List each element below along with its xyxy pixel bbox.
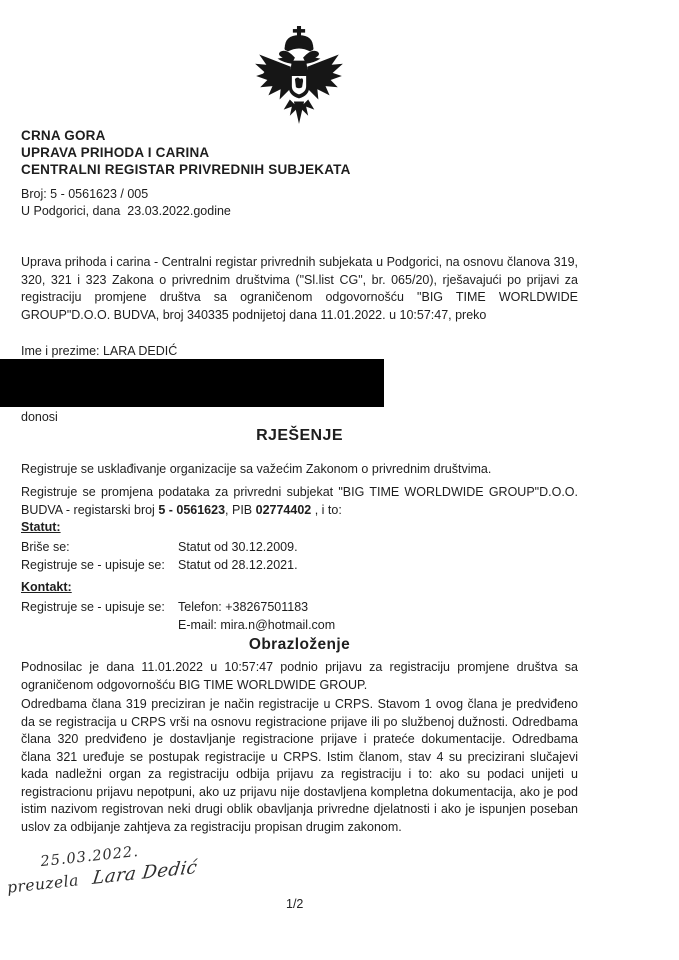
obrazlozenje-paragraph-2: Odredbama člana 319 preciziran je način registracije u CRPS. Stavom 1 ovog člana je predviđeno da se registracija u CRPS vrši na osnovu registracione prijave ili po službenoj dužnosti. Odredbama člana 320 predviđeno je dostavljanje registracione prijave i prateće dokumentacije. Odredbama člana 321 uređuje se postupak registracije u CRPS. Istim članom, stav 4 su precizirani slučajevi kada nadležni organ za registraciju odbija prijavu za registraciju i to: ako su podaci unijeti u registracionu prijavu nepotpuni, ako uz prijavu nije dostavljena kompletna dokumentacija, ako je pod istim nazivom registrovan neki drugi oblik obavljanja privredne djelatnosti i ako je ispunjen poseban uslov za odbijanje zahtjeva za registraciju propisan drugim zakonom.: [21, 697, 578, 834]
kontakt-phone: Telefon: +38267501183: [178, 600, 309, 614]
handwritten-signature: Lara Dedić: [91, 856, 199, 890]
handwritten-note: [4, 838, 198, 898]
kontakt-email: E-mail: mira.n@hotmail.com: [178, 617, 336, 632]
intro-paragraph: Uprava prihoda i carina - Centralni registar privrednih subjekata u Podgorici, na osnovu članova 319, 320, 321 i 323 Zakona o privrednim društvima ("Sl.list CG", br. 065/20), rješavajući po prijavi za registraciju promjene društva sa ograničenom odgovornošću "BIG TIME WORLDWIDE GROUP"D.O.O. BUDVA, broj 340335 podnijetoj dana 11.01.2022. u 10:57:47, preko: [21, 255, 578, 322]
decision-line2: [21, 484, 578, 519]
montenegro-coat-of-arms-icon: [253, 26, 345, 128]
statut-row-registruje-value: Statut od 28.12.2021.: [178, 558, 298, 572]
header-agency: UPRAVA PRIHODA I CARINA: [21, 145, 210, 160]
kontakt-row: [21, 599, 578, 634]
obrazlozenje-title: Obrazloženje: [248, 636, 351, 653]
statut-heading: Statut:: [21, 520, 61, 534]
statut-row-registruje-label: Registruje se - upisuje se:: [21, 558, 165, 572]
decision-line2-prefix: Registruje se promjena podataka za privredni subjekat "BIG TIME WORLDWIDE GROUP"D.O.O. BUDVA - registarski broj: [21, 485, 578, 517]
decision-line2-mid: , PIB: [225, 502, 256, 517]
decision-title: RJEŠENJE: [256, 427, 343, 444]
redacted-block: [0, 359, 384, 407]
statut-row-registruje: [21, 557, 578, 575]
place-and-date: U Podgorici, dana 23.03.2022.godine: [21, 204, 231, 218]
statut-row-brise-label: Briše se:: [21, 540, 70, 554]
registry-number-value: 5 - 0561623: [158, 502, 226, 517]
decision-line2-suffix: , i to:: [311, 502, 342, 517]
statut-row-brise-value: Statut od 30.12.2009.: [178, 540, 298, 554]
handwritten-date: 25.03.2022.: [39, 843, 140, 871]
donosi-line: donosi: [21, 410, 58, 424]
obrazlozenje-paragraph-1: Podnosilac je dana 11.01.2022 u 10:57:47 podnio prijavu za registraciju promjene društva sa ograničenom odgovornošću BIG TIME WORLDWIDE GROUP.: [21, 660, 578, 692]
kontakt-row-label: Registruje se - upisuje se:: [21, 600, 165, 614]
pib-value: 02774402: [255, 502, 312, 517]
submitter-name-line: Ime i prezime: LARA DEDIĆ: [21, 344, 178, 358]
handwritten-preuzela: preuzela: [6, 871, 80, 897]
kontakt-values: [178, 599, 335, 634]
statut-row-brise: [21, 539, 578, 557]
header-registry: CENTRALNI REGISTAR PRIVREDNIH SUBJEKATA: [21, 162, 351, 177]
decision-line1: Registruje se usklađivanje organizacije sa važećim Zakonom o privrednim društvima.: [21, 462, 492, 476]
header-country: CRNA GORA: [21, 128, 106, 143]
page-number: 1/2: [286, 897, 304, 911]
kontakt-heading: Kontakt:: [21, 580, 72, 594]
document-number: Broj: 5 - 0561623 / 005: [21, 187, 149, 201]
